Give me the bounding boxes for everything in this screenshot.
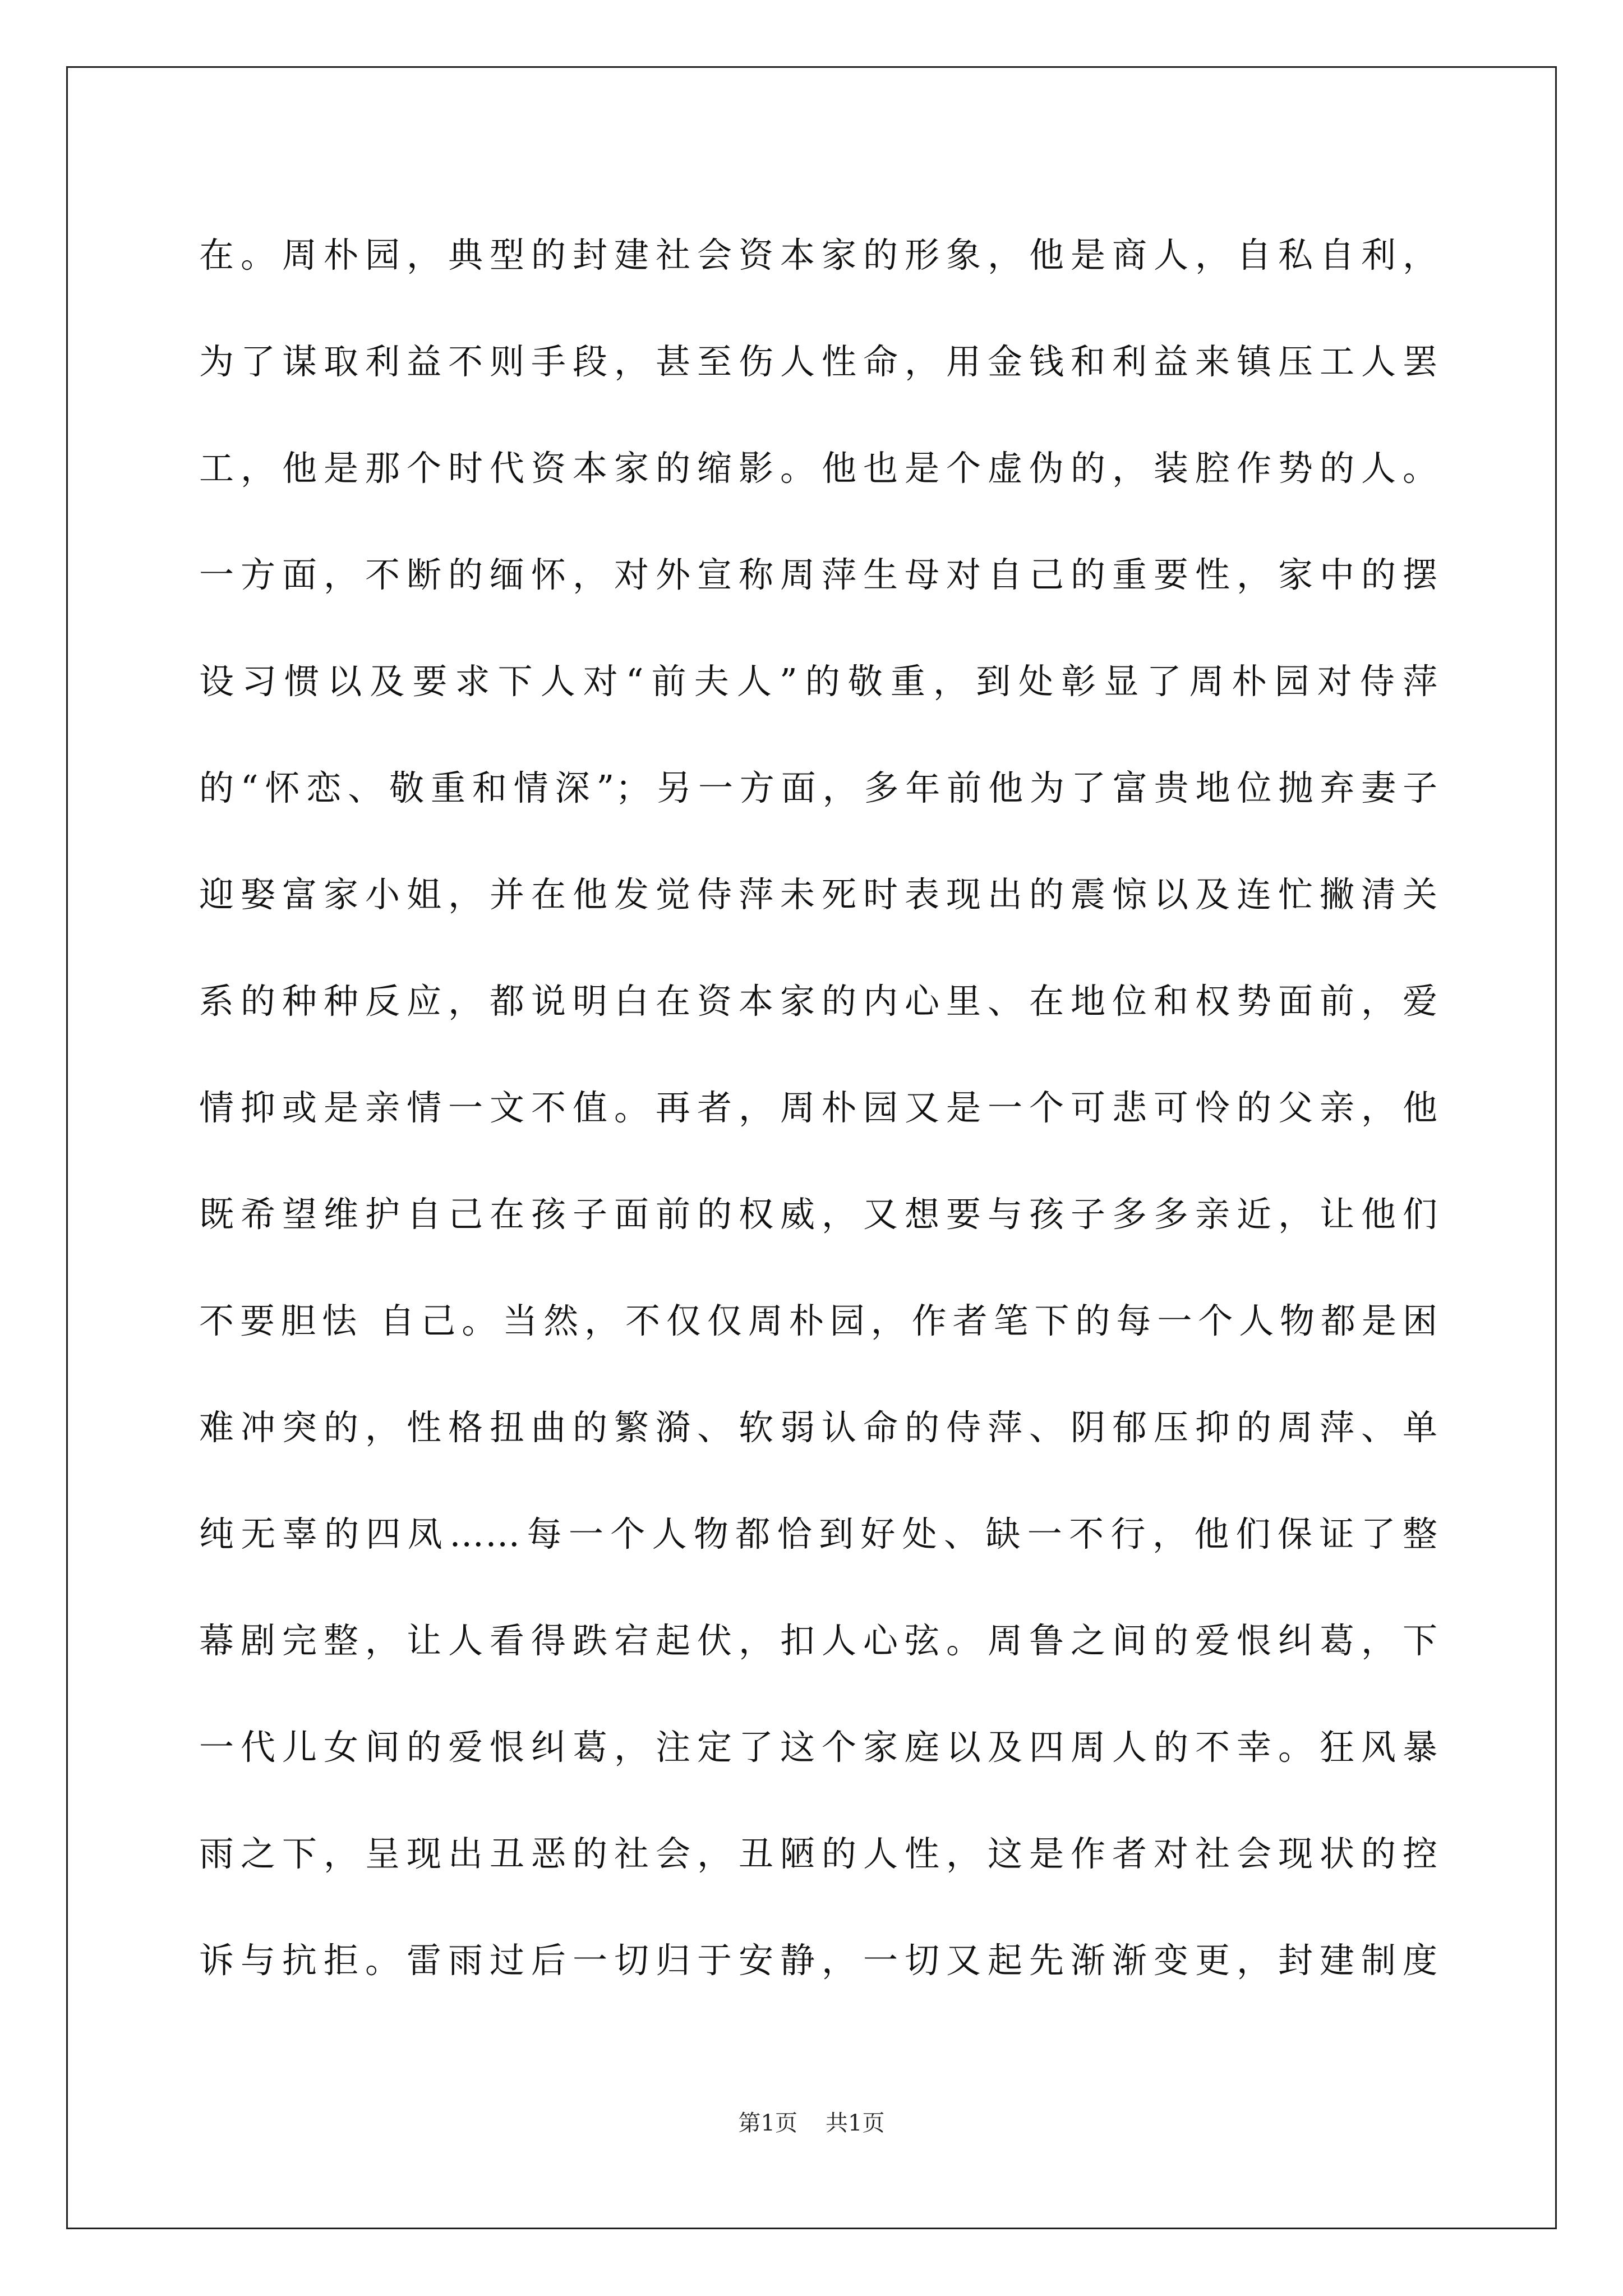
text-line: 系的种种反应，都说明白在资本家的内心里、在地位和权势面前，爱 <box>199 981 1438 1022</box>
text-line: 诉与抗拒。雷雨过后一切归于安静，一切又起先渐渐变更，封建制度 <box>199 1940 1438 1981</box>
text-line: 工，他是那个时代资本家的缩影。他也是个虚伪的，装腔作势的人。 <box>199 448 1438 489</box>
text-line: 纯无辜的四凤……每一个人物都恰到好处、缺一不行，他们保证了整 <box>199 1513 1438 1554</box>
text-line: 设习惯以及要求下人对“前夫人”的敬重，到处彰显了周朴园对侍萍 <box>199 661 1438 702</box>
text-line: 幕剧完整，让人看得跌宕起伏，扣人心弦。周鲁之间的爱恨纠葛，下 <box>199 1620 1438 1661</box>
text-line: 不要胆怯 自己。当然，不仅仅周朴园，作者笔下的每一个人物都是困 <box>199 1300 1438 1341</box>
text-line: 雨之下，呈现出丑恶的社会，丑陋的人性，这是作者对社会现状的控 <box>199 1833 1438 1874</box>
text-line: 难冲突的，性格扭曲的繁漪、软弱认命的侍萍、阴郁压抑的周萍、单 <box>199 1407 1438 1448</box>
page-number: 第1页 <box>738 2110 797 2136</box>
page-total: 共1页 <box>826 2110 885 2136</box>
text-line: 迎娶富家小姐，并在他发觉侍萍未死时表现出的震惊以及连忙撇清关 <box>199 874 1438 915</box>
text-line: 情抑或是亲情一文不值。再者，周朴园又是一个可悲可怜的父亲，他 <box>199 1087 1438 1128</box>
text-line: 既希望维护自己在孩子面前的权威，又想要与孩子多多亲近，让他们 <box>199 1194 1438 1235</box>
text-line: 一方面，不断的缅怀，对外宣称周萍生母对自己的重要性，家中的摆 <box>199 554 1438 595</box>
text-line: 的“怀恋、敬重和情深”；另一方面，多年前他为了富贵地位抛弃妻子 <box>199 767 1438 808</box>
text-line: 为了谋取利益不则手段，甚至伤人性命，用金钱和利益来镇压工人罢 <box>199 341 1438 382</box>
text-line: 一代儿女间的爱恨纠葛，注定了这个家庭以及四周人的不幸。狂风暴 <box>199 1727 1438 1768</box>
text-line: 在。周朴园，典型的封建社会资本家的形象，他是商人，自私自利， <box>199 234 1438 275</box>
page-footer <box>0 2106 1623 2140</box>
